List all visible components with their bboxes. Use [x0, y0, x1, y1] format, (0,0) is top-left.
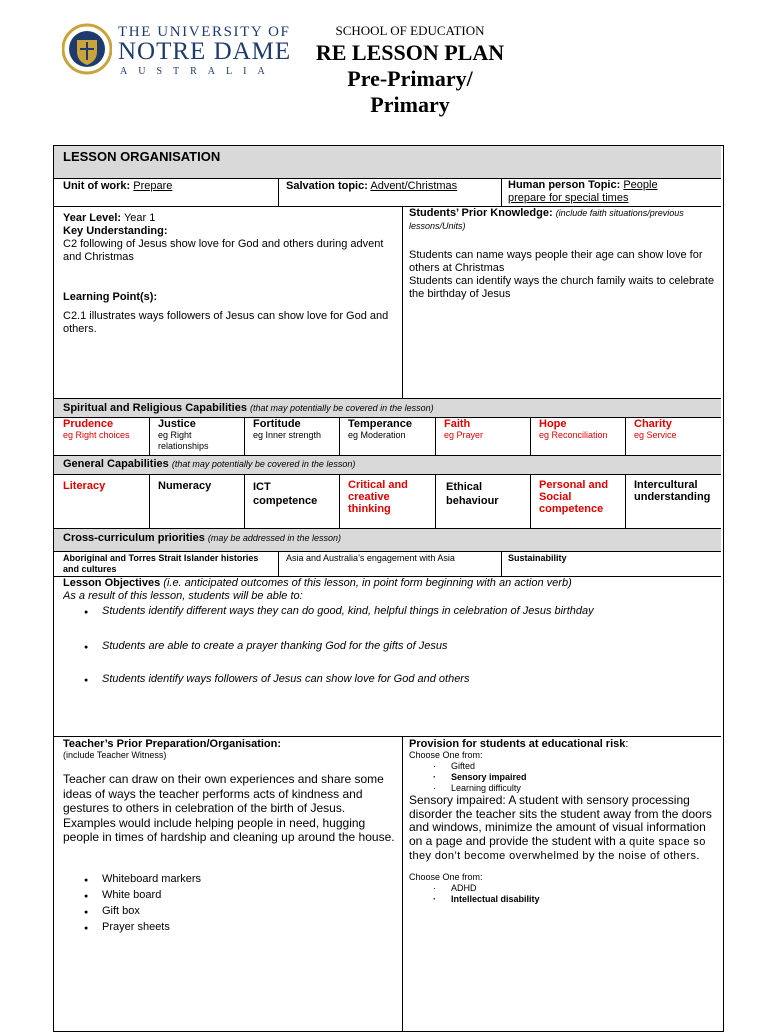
cross-item-sustainability: Sustainability	[508, 553, 567, 563]
university-name-line1: THE UNIVERSITY OF	[118, 24, 291, 40]
provision-options-1	[409, 761, 719, 794]
salvation-label: Salvation topic:	[286, 180, 368, 192]
bullet-icon: ●	[84, 877, 89, 884]
year-label: Year Level:	[63, 212, 122, 224]
salvation-topic	[286, 180, 498, 192]
unit-of-work	[63, 180, 275, 192]
bullet-icon: ●	[84, 644, 89, 651]
human-person-topic	[508, 179, 720, 205]
bullet-icon: ●	[84, 609, 89, 616]
option-text: Intellectual disability	[451, 893, 540, 904]
cross-note: (may be addressed in the lesson)	[207, 533, 341, 543]
objective-text: Students identify ways followers of Jesus can show love for God and others	[102, 673, 470, 685]
spiritual-item-temperance	[348, 419, 432, 441]
spiritual-heading-row	[63, 402, 713, 414]
spiritual-item-name: Charity	[634, 419, 672, 430]
university-crest-icon	[62, 22, 112, 76]
spiritual-item-faith	[444, 419, 528, 441]
university-logo	[62, 22, 292, 78]
spiritual-item-eg: eg Right choices	[63, 430, 130, 440]
bullet-icon: ·	[433, 882, 436, 893]
cross-item-aboriginal: Aboriginal and Torres Strait Islander histories and cultures	[63, 553, 259, 574]
provision-choose-2: Choose One from:	[409, 871, 483, 882]
learning-point-text: C2.1 illustrates ways followers of Jesus can show love for God and others.	[63, 310, 389, 335]
unit-value: Prepare	[133, 180, 173, 192]
page-title: RE LESSON PLAN	[315, 40, 505, 65]
university-name-line3: AUSTRALIA	[120, 66, 276, 77]
provision-text	[409, 794, 719, 864]
spiritual-item-prudence	[63, 419, 147, 441]
teacher-prep-cell	[63, 738, 398, 845]
year-level-cell	[63, 212, 398, 336]
spiritual-item-eg: eg Service	[634, 430, 677, 440]
material-text: Gift box	[102, 905, 140, 917]
prior-label: Students’ Prior Knowledge:	[409, 207, 553, 219]
spiritual-item-eg: eg Prayer	[444, 430, 484, 440]
spiritual-item-name: Hope	[539, 419, 567, 430]
provision-choose-1: Choose One from:	[409, 750, 483, 760]
human-value-1: People	[623, 179, 658, 191]
title-block	[300, 22, 520, 118]
objective-item-1	[84, 605, 719, 617]
general-item-numeracy: Numeracy	[158, 480, 212, 492]
material-text: Whiteboard markers	[102, 873, 202, 885]
objectives-intro: As a result of this lesson, students will be able to:	[63, 590, 303, 602]
salvation-value: Advent/Christmas	[370, 180, 458, 192]
spiritual-note: (that may potentially be covered in the lesson)	[250, 403, 434, 413]
spiritual-item-charity	[634, 419, 718, 441]
key-understanding-text: C2 following of Jesus show love for God and others during advent and Christmas	[63, 238, 384, 263]
general-heading: General Capabilities	[63, 458, 169, 470]
human-value-2: prepare for special times	[508, 192, 629, 204]
learning-point-label: Learning Point(s):	[63, 291, 158, 303]
general-item-personal: Personal and Social competence	[539, 479, 609, 515]
bullet-icon: ·	[433, 893, 436, 904]
materials-list	[84, 872, 384, 936]
human-label: Human person Topic:	[508, 179, 621, 191]
spiritual-item-name: Prudence	[63, 419, 114, 430]
bullet-icon: ●	[84, 677, 89, 684]
option-text: Sensory impaired	[451, 772, 527, 782]
key-understanding-label: Key Understanding:	[63, 225, 168, 237]
spiritual-item-eg: eg Right relationships	[158, 430, 209, 451]
option-text: Gifted	[451, 761, 476, 771]
bullet-icon: ·	[433, 761, 436, 771]
bullet-icon: ●	[84, 925, 89, 932]
school-name: SCHOOL OF EDUCATION	[335, 23, 485, 38]
provision-cell	[409, 738, 719, 905]
year-value: Year 1	[123, 212, 156, 224]
spiritual-item-fortitude	[253, 419, 337, 441]
prior-knowledge-cell	[409, 207, 717, 301]
organisation-heading: LESSON ORGANISATION	[63, 149, 221, 164]
spiritual-item-hope	[539, 419, 623, 441]
prior-line1: Students can name ways people their age can show love for others at Christmas	[409, 249, 703, 274]
general-item-critical: Critical and creative thinking	[348, 479, 408, 515]
unit-label: Unit of work:	[63, 180, 131, 192]
prior-line2: Students can identify ways the church family waits to celebrate the birthday of Jesus	[409, 275, 715, 300]
subtitle-line2: Primary	[370, 92, 450, 117]
general-item-ethical: Ethical behaviour	[446, 481, 499, 507]
spiritual-item-name: Fortitude	[253, 419, 301, 430]
objectives-note: (i.e. anticipated outcomes of this lesson, in point form beginning with an action verb)	[163, 577, 572, 589]
provision-label: Provision for students at educational risk	[409, 738, 626, 750]
cross-item-asia: Asia and Australia’s engagement with Asia	[286, 553, 455, 563]
university-name-line2: NOTRE DAME	[118, 38, 292, 65]
subtitle-line1: Pre-Primary/	[347, 66, 473, 91]
objective-item-2	[84, 640, 719, 652]
option-text: ADHD	[451, 882, 477, 893]
bullet-icon: ●	[84, 909, 89, 916]
cross-heading-row	[63, 532, 713, 544]
cross-heading: Cross-curriculum priorities	[63, 532, 205, 544]
provision-colon: :	[625, 738, 629, 750]
provision-text-part2: quite space so they don’t become overwhelmed by the noise of others.	[409, 835, 706, 862]
spiritual-item-justice	[158, 419, 242, 452]
spiritual-heading: Spiritual and Religious Capabilities	[63, 402, 247, 414]
objective-text: Students identify different ways they can do good, kind, helpful things in celebration of Jesus birthday	[102, 605, 594, 617]
material-item	[84, 920, 384, 936]
spiritual-item-name: Justice	[158, 419, 196, 430]
spiritual-item-eg: eg Moderation	[348, 430, 406, 440]
general-item-literacy: Literacy	[63, 480, 106, 492]
general-note: (that may potentially be covered in the lesson)	[171, 459, 356, 469]
option-text: Learning difficulty	[451, 783, 521, 793]
teacher-label: Teacher’s Prior Preparation/Organisation:	[63, 738, 282, 750]
objective-text: Students are able to create a prayer thanking God for the gifts of Jesus	[102, 640, 448, 652]
material-item	[84, 888, 384, 904]
spiritual-item-name: Faith	[444, 419, 471, 430]
material-text: White board	[102, 889, 162, 901]
spiritual-item-name: Temperance	[348, 419, 412, 430]
bullet-icon: ·	[433, 783, 436, 793]
general-item-ict: ICT competence	[253, 481, 318, 507]
provision-text-part1: Sensory impaired: A student with sensory processing disorder the teacher sits the student away from the doors and windows, minimize the amount of visual information on a page and provide the student with a	[409, 793, 712, 848]
bullet-icon: ·	[433, 772, 436, 782]
general-item-intercultural: Intercultural understanding	[634, 479, 711, 503]
objectives-label: Lesson Objectives	[63, 577, 161, 589]
material-item	[84, 872, 384, 888]
teacher-text: Teacher can draw on their own experiences and share some ideas of ways the teacher performs acts of kindness and gestures to others in celebration of the birth of Jesus. Examples would include helping people in need, hugging people in times of hardship and cleaning up around the house.	[63, 772, 395, 844]
provision-options-2	[409, 883, 719, 905]
spiritual-item-eg: eg Reconciliation	[539, 430, 608, 440]
material-text: Prayer sheets	[102, 921, 170, 933]
general-heading-row	[63, 458, 713, 470]
bullet-icon: ●	[84, 893, 89, 900]
objective-item-3	[84, 673, 719, 685]
material-item	[84, 904, 384, 920]
lesson-plan-table	[53, 145, 724, 1032]
spiritual-item-eg: eg Inner strength	[253, 430, 322, 440]
prior-note: (include faith situations/previous lessons/Units)	[409, 208, 684, 231]
objectives-cell	[63, 577, 718, 603]
teacher-note: (include Teacher Witness)	[63, 750, 167, 760]
